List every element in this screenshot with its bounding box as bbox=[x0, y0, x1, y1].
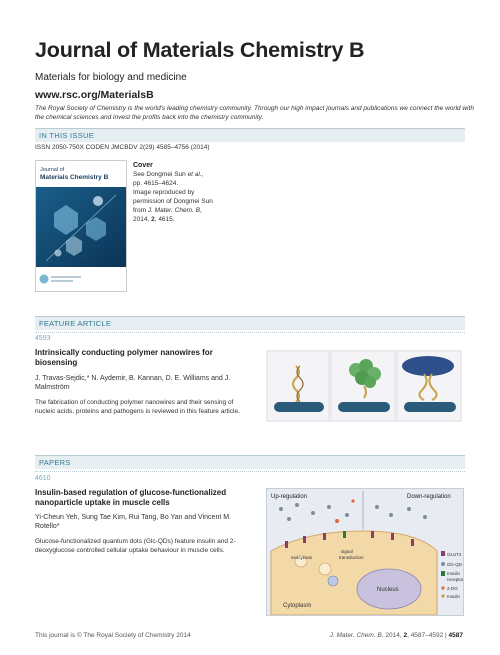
signal-label: signal bbox=[341, 549, 353, 554]
legend-receptor: receptor bbox=[447, 577, 463, 582]
cover-caption bbox=[133, 161, 233, 224]
journal-url[interactable]: www.rsc.org/MaterialsB bbox=[35, 89, 154, 101]
rsc-blurb: The Royal Society of Chemistry is the world's leading chemistry community. Through our high impact journals and publications we connect the world with the chemical sciences and invest the profits back into the chemistry community. bbox=[35, 105, 474, 121]
legend-2dg: 2-DG bbox=[447, 586, 458, 591]
issn-line: ISSN 2050-750X CODEN JMCBDV 2(29) 4585–4756 (2014) bbox=[35, 144, 210, 151]
legend-glc-qd: Glc-QD bbox=[447, 562, 462, 567]
section-heading: IN THIS ISSUE bbox=[39, 131, 95, 140]
section-papers bbox=[35, 455, 465, 469]
footer-page-number: 4587 bbox=[448, 632, 463, 639]
section-heading: PAPERS bbox=[39, 458, 71, 467]
nanowire-illustration bbox=[266, 350, 462, 422]
feature-title[interactable]: Intrinsically conducting polymer nanowires for biosensing bbox=[35, 348, 213, 367]
legend-insulin-2: Insulin bbox=[447, 594, 461, 599]
cytoplasm-label: Cytoplasm bbox=[283, 603, 312, 609]
cover-year: 2014, 2, 4615. bbox=[133, 216, 175, 223]
papers-title[interactable]: Insulin-based regulation of glucose-functionalized nanoparticle uptake in muscle cells bbox=[35, 488, 227, 507]
cover-line2: permission of Dongmei Sun bbox=[133, 198, 213, 205]
cover-journal-line1: Journal of bbox=[40, 167, 65, 173]
transduction-label: transduction bbox=[339, 555, 364, 560]
papers-abstract: Glucose-functionalized quantum dots (Glc-QDs) feature insulin and 2-deoxyglucose controlled cellular uptake behaviour in muscle cells. bbox=[35, 538, 236, 554]
legend-glut4: GLUT4 bbox=[447, 552, 462, 557]
cover-illustration bbox=[36, 161, 126, 291]
cover-journal-line2: Materials Chemistry B bbox=[40, 174, 109, 181]
feature-abstract: The fabrication of conducting polymer nanowires and their sensing of nucleic acids, proteins and pathogens is reviewed in this feature article. bbox=[35, 399, 240, 415]
journal-subtitle: Materials for biology and medicine bbox=[35, 72, 187, 83]
journal-title: Journal of Materials Chemistry B bbox=[35, 38, 365, 62]
papers-authors: Yi-Cheun Yeh, Sung Tae Kim, Rui Tang, Bo Yan and Vincent M. Rotello* bbox=[35, 514, 232, 530]
up-regulation-label: Up-regulation bbox=[271, 494, 308, 500]
nucleus-label: Nucleus bbox=[377, 587, 399, 593]
papers-page-number[interactable]: 4610 bbox=[35, 475, 51, 482]
down-regulation-label: Down-regulation bbox=[407, 494, 451, 500]
cover-line1: Image reproduced by bbox=[133, 189, 195, 196]
footer-copyright: This journal is © The Royal Society of Chemistry 2014 bbox=[35, 632, 191, 639]
cover-image[interactable] bbox=[35, 160, 127, 292]
papers-figure bbox=[266, 488, 464, 616]
papers-divider bbox=[35, 471, 465, 472]
section-feature-article bbox=[35, 316, 465, 330]
feature-divider bbox=[35, 332, 465, 333]
section-heading: FEATURE ARTICLE bbox=[39, 319, 112, 328]
feature-page-number[interactable]: 4593 bbox=[35, 335, 51, 342]
feature-authors: J. Travas-Sejdic,* N. Aydemir, B. Kannan, D. E. Williams and J. Malmström bbox=[35, 375, 231, 391]
cover-line3: from J. Mater. Chem. B, bbox=[133, 207, 202, 214]
legend-insulin: Insulin bbox=[447, 571, 461, 576]
footer-citation: J. Mater. Chem. B, 2014, 2, 4587–4592 | 4587 bbox=[329, 632, 463, 639]
cover-see-line: See Dongmei Sun et al., bbox=[133, 171, 204, 178]
cell-uptake-illustration bbox=[267, 489, 463, 615]
section-in-this-issue bbox=[35, 128, 465, 142]
feature-figure bbox=[266, 350, 462, 422]
cover-label: Cover bbox=[133, 162, 153, 169]
exocytosis-label: exocytosis bbox=[291, 555, 313, 560]
cover-pages: pp. 4615–4624. bbox=[133, 180, 179, 187]
